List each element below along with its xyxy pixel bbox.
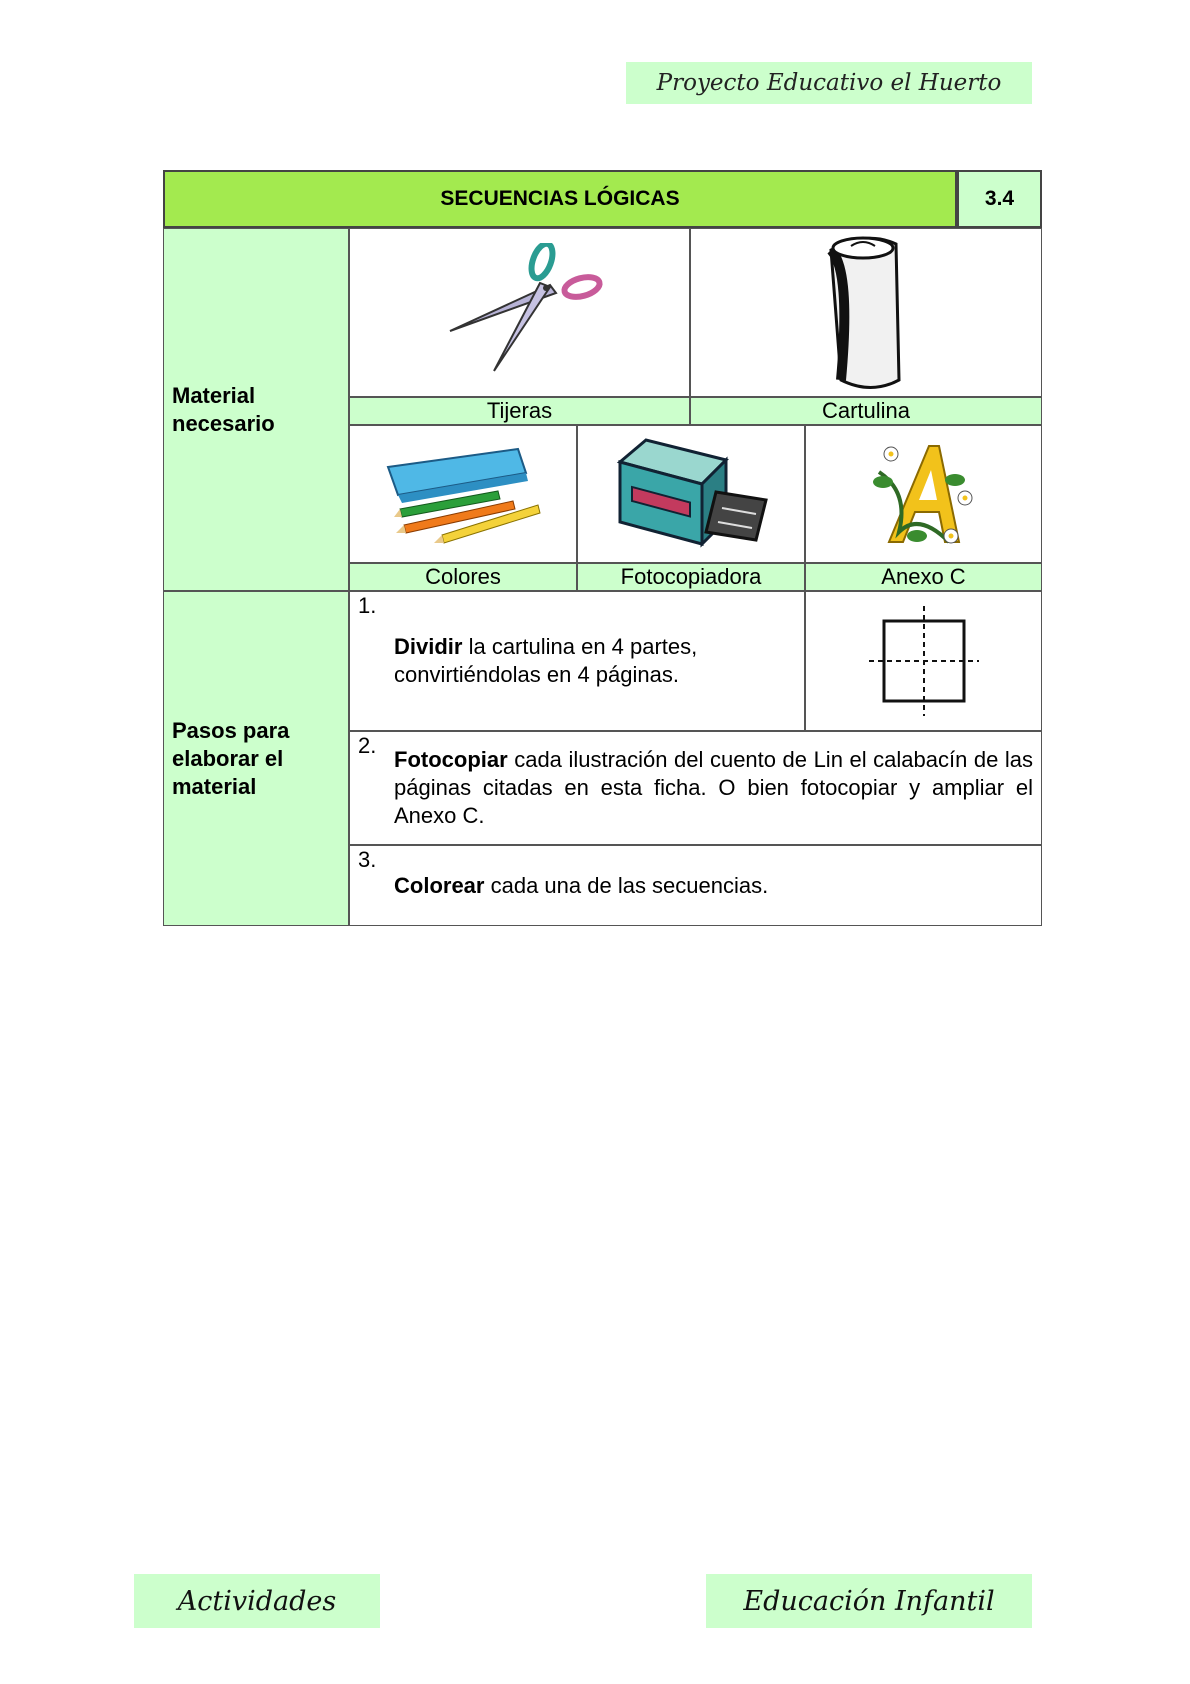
- annex-image: [805, 425, 1042, 563]
- step-row: [349, 731, 1042, 845]
- material-caption: Cartulina: [690, 397, 1042, 425]
- step-number: 2.: [358, 733, 377, 758]
- footer-right: [706, 1574, 1032, 1628]
- rolled-paper-icon: [811, 230, 921, 395]
- step-verb: Dividir: [394, 634, 463, 659]
- project-header: [626, 62, 1032, 104]
- photocopier-icon: [606, 432, 776, 557]
- steps-label-text: Pasos para elaborar el material: [172, 717, 290, 799]
- scissors-image: [349, 228, 690, 397]
- pencils-image: [349, 425, 577, 563]
- cardboard-image: [690, 228, 1042, 397]
- project-title: Proyecto Educativo el Huerto: [656, 70, 1002, 96]
- folded-square-icon: [869, 606, 979, 716]
- activity-card: [163, 170, 1042, 926]
- step-text: [394, 746, 1041, 830]
- card-title: SECUENCIAS LÓGICAS: [163, 170, 957, 228]
- step-description: cada ilustración del cuento de Lin el calabacín de las páginas citadas en esta ficha. O bien fotocopiar y ampliar el Anexo C.: [394, 747, 1033, 828]
- footer-right-text: Educación Infantil: [743, 1585, 995, 1617]
- step-text: [394, 872, 1041, 900]
- steps-label: [163, 591, 349, 926]
- material-caption: Fotocopiadora: [577, 563, 805, 591]
- step-verb: Colorear: [394, 872, 485, 898]
- floral-letter-a-icon: [859, 432, 989, 557]
- step-description: cada una de las secuencias.: [484, 872, 769, 898]
- footer-left-text: Actividades: [177, 1585, 337, 1617]
- photocopier-image: [577, 425, 805, 563]
- material-caption: Anexo C: [805, 563, 1042, 591]
- material-label: [163, 228, 349, 591]
- step-row: [349, 591, 805, 731]
- step-description: la cartulina en 4 partes, convirtiéndolas en 4 páginas.: [394, 634, 698, 687]
- step-number: 1.: [358, 593, 377, 618]
- material-caption: Tijeras: [349, 397, 690, 425]
- step-verb: Fotocopiar: [394, 747, 508, 772]
- material-caption: Colores: [349, 563, 577, 591]
- scissors-icon: [430, 243, 610, 383]
- colored-pencils-icon: [378, 439, 548, 549]
- step-row: [349, 845, 1042, 926]
- footer-left: [134, 1574, 380, 1628]
- step-number: 3.: [358, 847, 377, 872]
- fold-diagram: [805, 591, 1042, 731]
- material-label-text: Material necesario: [172, 382, 275, 436]
- card-number: 3.4: [957, 170, 1042, 228]
- step-text: [394, 633, 804, 689]
